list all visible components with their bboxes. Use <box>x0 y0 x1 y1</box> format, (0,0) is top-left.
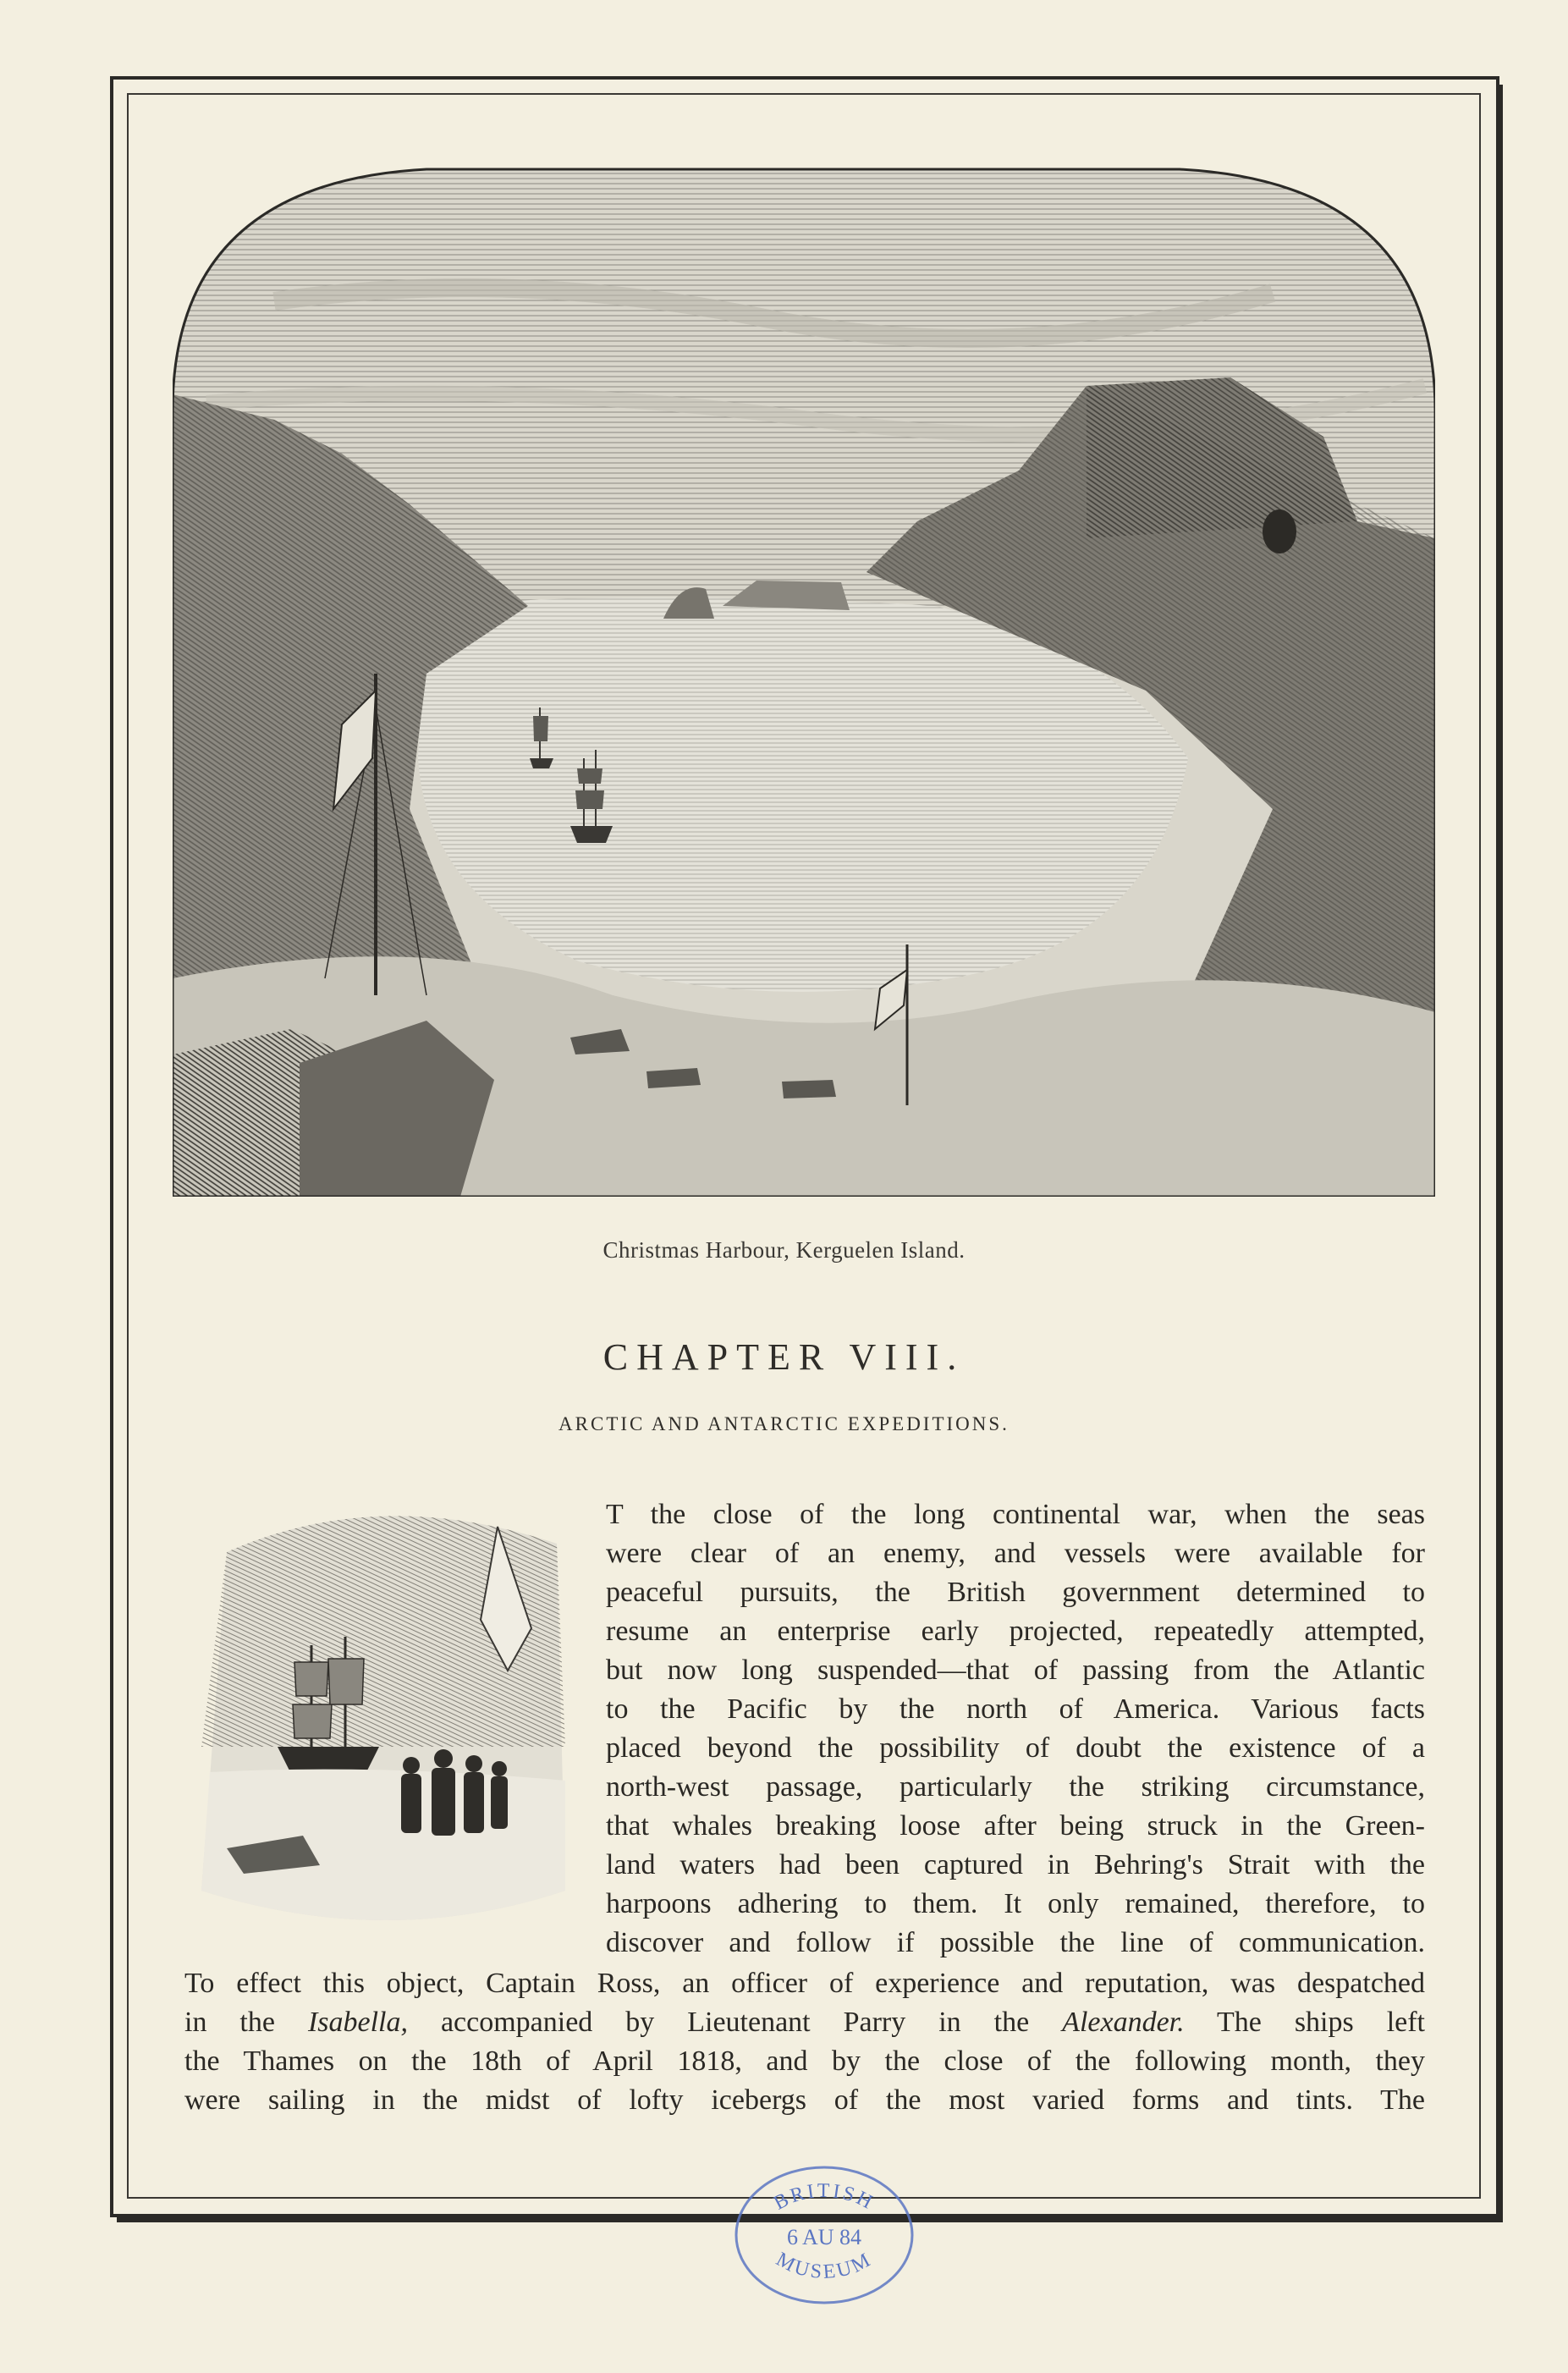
ship-name-alexander: Alexander. <box>1062 2007 1185 2038</box>
text-line: placed beyond the possibility of doubt the existence of a <box>606 1732 1425 1764</box>
text-line <box>184 2004 1425 2041</box>
svg-text:BRITISH <box>770 2180 878 2215</box>
text-line: discover and follow if possible the line of communication. <box>606 1927 1425 1958</box>
text-line: north-west passage, particularly the striking circumstance, <box>606 1771 1425 1803</box>
stamp-date: 6 AU 84 <box>786 2225 862 2249</box>
museum-stamp <box>731 2163 917 2307</box>
text-line: T the close of the long continental war, when the seas <box>606 1499 1425 1530</box>
text-span: accompanied by Lieutenant Parry in the <box>407 2007 1063 2038</box>
text-line: the Thames on the 18th of April 1818, and by the close of the following month, they <box>184 2045 1425 2077</box>
chapter-heading: CHAPTER VIII. <box>602 1336 966 1378</box>
chapter-subtitle: ARCTIC AND ANTARCTIC EXPEDITIONS. <box>558 1413 1010 1434</box>
text-line: resume an enterprise early projected, repeatedly attempted, <box>606 1616 1425 1647</box>
plate-caption: Christmas Harbour, Kerguelen Island. <box>602 1237 966 1263</box>
text-span: The ships left <box>1184 2007 1426 2038</box>
text-line: land waters had been captured in Behring's Strait with the <box>606 1849 1425 1880</box>
svg-text:MUSEUM <box>773 2249 877 2283</box>
text-line: but now long suspended—that of passing from the Atlantic <box>606 1654 1425 1686</box>
text-line: that whales breaking loose after being struck in the Green- <box>606 1810 1425 1842</box>
text-line: harpoons adhering to them. It only remained, therefore, to <box>606 1888 1425 1919</box>
stamp-bottom-text: MUSEUM <box>772 2248 877 2284</box>
text-line: were sailing in the midst of lofty icebergs of the most varied forms and tints. The <box>184 2084 1425 2116</box>
text-line: were clear of an enemy, and vessels were available for <box>606 1538 1425 1569</box>
text-line: To effect this object, Captain Ross, an officer of experience and reputation, was despatched <box>184 1968 1425 1999</box>
text-line: peaceful pursuits, the British government determined to <box>606 1577 1425 1608</box>
text-span: in the <box>184 2007 308 2038</box>
text-line: to the Pacific by the north of America. Various facts <box>606 1693 1425 1725</box>
ship-name-isabella: Isabella, <box>307 2007 408 2038</box>
stamp-top-text: BRITISH <box>770 2179 878 2215</box>
